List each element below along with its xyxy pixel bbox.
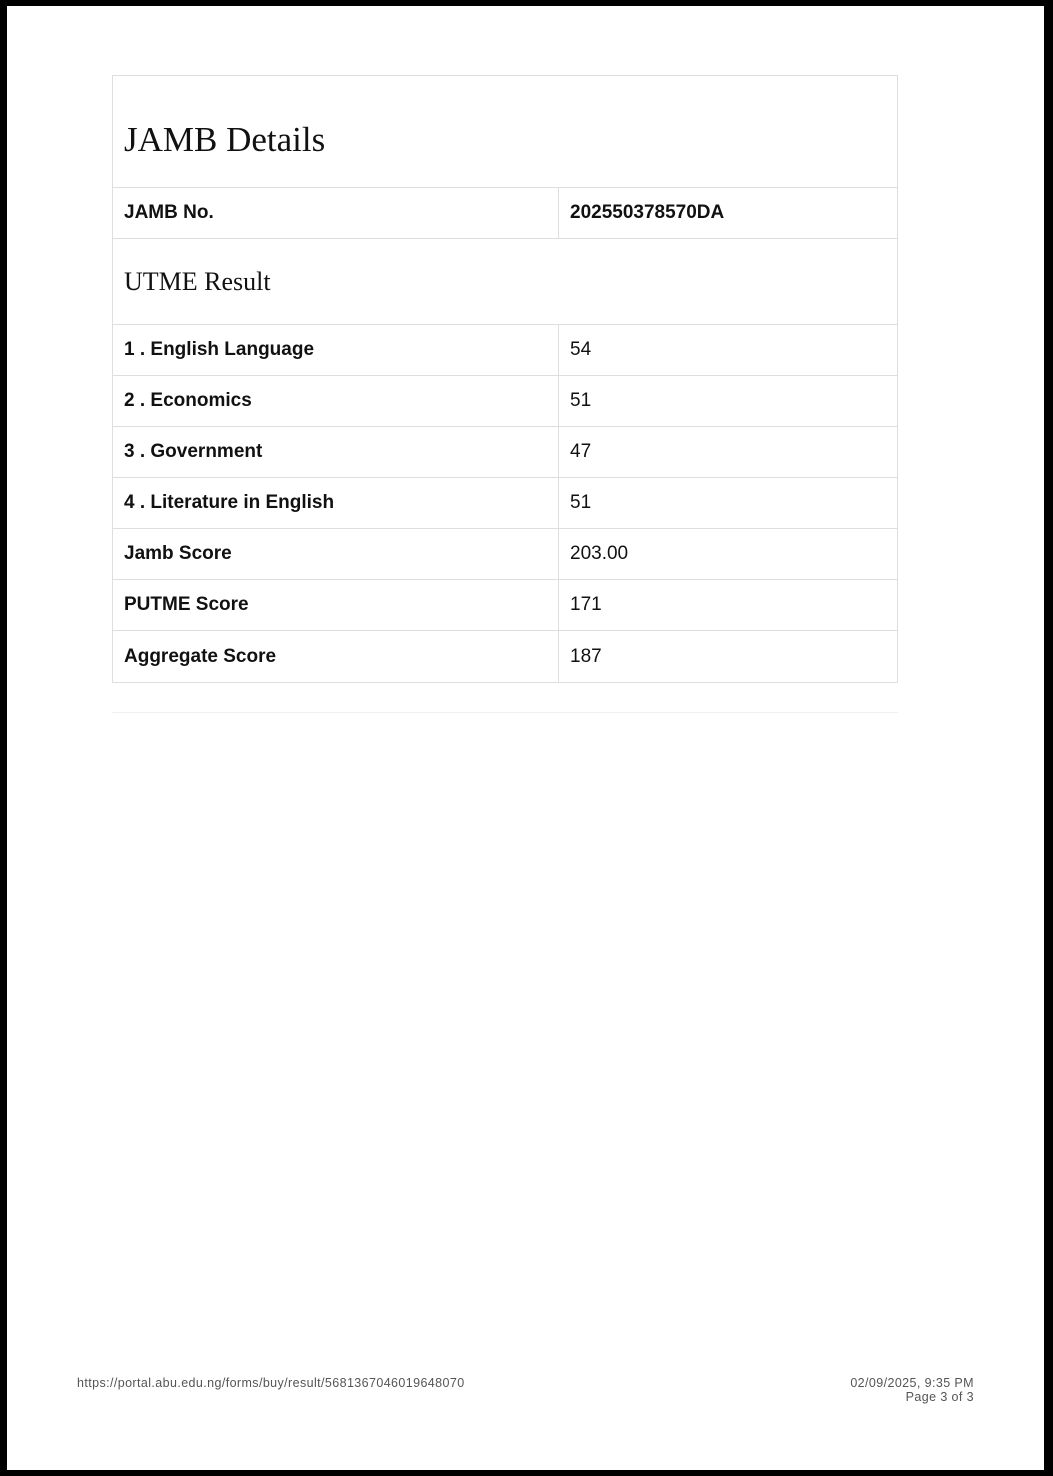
aggregate-score-value: 187 <box>570 645 602 667</box>
subject-label: 2 . Economics <box>113 376 559 426</box>
table-row <box>113 478 897 529</box>
utme-result-heading: UTME Result <box>113 239 897 325</box>
table-row <box>113 631 897 682</box>
footer-meta <box>850 1376 974 1404</box>
aggregate-score-label: Aggregate Score <box>113 631 559 682</box>
footer-url: https://portal.abu.edu.ng/forms/buy/result/5681367046019648070 <box>77 1376 465 1390</box>
table-row <box>113 325 897 376</box>
section-divider <box>112 712 898 713</box>
table-row <box>113 580 897 631</box>
title-row <box>113 76 897 188</box>
document-page <box>7 6 1044 1470</box>
jamb-number-row <box>113 188 897 239</box>
subject-score: 54 <box>570 339 592 360</box>
table-row <box>113 529 897 580</box>
putme-score-label: PUTME Score <box>113 580 559 630</box>
jamb-score-value: 203.00 <box>570 543 629 564</box>
jamb-number-label: JAMB No. <box>113 188 559 238</box>
table-row <box>113 376 897 427</box>
footer-page-number: Page 3 of 3 <box>905 1390 974 1404</box>
putme-score-value: 171 <box>570 594 602 615</box>
subject-label: 3 . Government <box>113 427 559 477</box>
subject-score: 47 <box>570 441 592 462</box>
subject-score: 51 <box>570 390 592 411</box>
jamb-score-label: Jamb Score <box>113 529 559 579</box>
jamb-number-value: 202550378570DA <box>570 202 725 223</box>
jamb-details-table <box>112 75 898 683</box>
subject-label: 1 . English Language <box>113 325 559 375</box>
subject-label: 4 . Literature in English <box>113 478 559 528</box>
page-title: JAMB Details <box>124 120 326 159</box>
table-row <box>113 427 897 478</box>
footer-datetime: 02/09/2025, 9:35 PM <box>850 1376 974 1390</box>
subject-score: 51 <box>570 492 592 513</box>
